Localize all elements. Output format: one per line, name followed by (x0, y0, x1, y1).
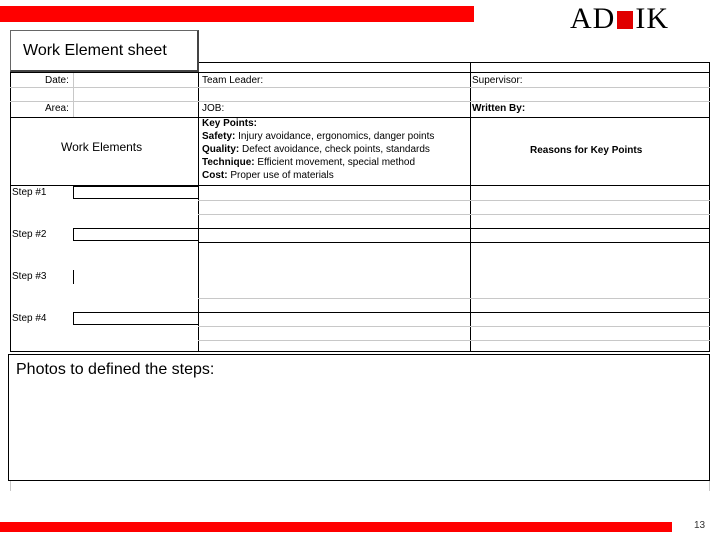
reasons-label: Reasons for Key Points (530, 145, 643, 156)
date-label: Date: (45, 75, 69, 86)
header-row-line (10, 72, 710, 73)
step1-line-b (198, 214, 710, 215)
key-point-safety: Safety: Injury avoidance, ergonomics, danger points (202, 131, 435, 142)
area-label: Area: (45, 103, 69, 114)
top-accent-bar (0, 6, 474, 22)
written-by-label: Written By: (472, 103, 526, 114)
column-divider-2 (470, 62, 471, 352)
photos-edge-right (709, 481, 710, 491)
step-2-field[interactable] (73, 228, 198, 241)
key-points-heading: Key Points: (202, 118, 258, 129)
job-label: JOB: (202, 103, 225, 114)
company-logo (570, 2, 669, 36)
key-point-cost: Cost: Proper use of materials (202, 170, 334, 181)
step4-line (198, 312, 710, 313)
key-point-quality: Quality: Defect avoidance, check points, standards (202, 144, 430, 155)
date-row-line (10, 87, 710, 88)
team-leader-label: Team Leader: (202, 75, 264, 86)
work-elements-label: Work Elements (61, 140, 143, 154)
key-point-technique: Technique: Efficient movement, special method (202, 157, 416, 168)
label-divider (73, 72, 74, 118)
photos-edge-left (10, 481, 11, 491)
area-top-line (10, 101, 710, 102)
photos-label: Photos to defined the steps: (16, 361, 215, 378)
column-divider-1 (198, 62, 199, 352)
step-4-field[interactable] (73, 312, 198, 325)
step-2-label: Step #2 (12, 229, 47, 240)
step-1-field[interactable] (73, 186, 198, 199)
step4-line-b (198, 326, 710, 327)
photos-panel[interactable] (8, 354, 710, 481)
bottom-accent-bar (0, 522, 672, 532)
logo-square-icon (617, 11, 633, 29)
step1-line-a (198, 200, 710, 201)
page-number: 13 (694, 520, 706, 531)
step-4-label: Step #4 (12, 313, 47, 324)
supervisor-label: Supervisor: (472, 75, 523, 86)
step-3-field[interactable] (73, 270, 74, 284)
step2-line (198, 228, 710, 229)
logo-suffix: IK (635, 2, 669, 35)
logo-prefix: AD (570, 2, 616, 35)
step-3-label: Step #3 (12, 271, 47, 282)
step-1-label: Step #1 (12, 187, 47, 198)
sheet-title: Work Element sheet (10, 30, 199, 72)
step4-line-c (198, 340, 710, 341)
work-element-form (10, 62, 710, 352)
area-row-line (10, 117, 710, 118)
step3-line (198, 298, 710, 299)
step2-line-b (198, 242, 710, 243)
